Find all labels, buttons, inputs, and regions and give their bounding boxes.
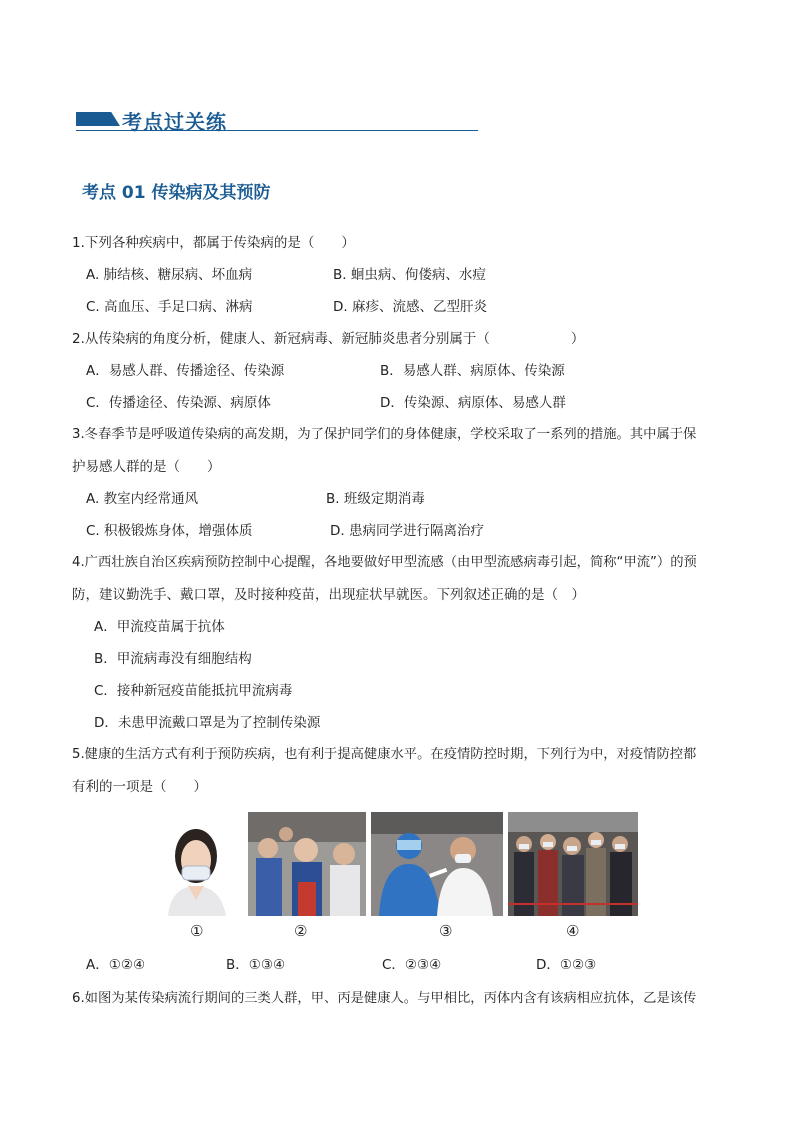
question-5-option-c: C．②③④ [382,957,442,973]
question-1-option-c: C. 高血压、手足口病、淋病 [86,299,253,315]
question-3-option-d: D. 患病同学进行隔离治疗 [330,523,484,539]
question-4-option-a: A．甲流疫苗属于抗体 [94,619,225,635]
question-3-stem-line-1: 3.冬春季节是呼吸道传染病的高发期，为了保护同学们的身体健康，学校采取了一系列的措施。其中属于保 [72,427,697,442]
question-4-option-c: C．接种新冠疫苗能抵抗甲流病毒 [94,683,293,699]
question-4-stem-line-2: 防，建议勤洗手、戴口罩，及时接种疫苗，出现症状早就医。下列叙述正确的是（ ） [72,587,585,603]
photo-1-woman-wearing-mask [158,812,236,916]
question-3-option-b: B. 班级定期消毒 [326,491,425,507]
question-2-option-c: C．传播途径、传染源、病原体 [86,395,271,411]
photo-4-label: ④ [566,922,580,940]
question-1-option-d: D. 麻疹、流感、乙型肝炎 [333,299,487,315]
question-2-option-d: D．传染源、病原体、易感人群 [380,395,566,411]
photo-2-label: ② [294,922,308,940]
question-5-stem-line-2: 有利的一项是（ ） [72,779,207,795]
question-3-option-c: C. 积极锻炼身体，增强体质 [86,523,253,539]
question-5-option-b: B．①③④ [226,957,286,973]
question-1-option-a: A. 肺结核、糖尿病、坏血病 [86,267,253,283]
question-5-option-d: D．①②③ [536,957,597,973]
section-heading-bar [76,112,120,126]
question-2-option-a: A．易感人群、传播途径、传染源 [86,363,285,379]
question-1-option-b: B. 蛔虫病、佝偻病、水痘 [333,267,486,283]
photo-1-label: ① [190,922,204,940]
question-4-option-b: B．甲流病毒没有细胞结构 [94,651,252,667]
question-4-option-d: D．未患甲流戴口罩是为了控制传染源 [94,715,321,731]
question-3-stem-line-2: 护易感人群的是（ ） [72,459,221,475]
question-2-option-b: B．易感人群、病原体、传染源 [380,363,565,379]
question-5-option-a: A．①②④ [86,957,146,973]
question-4-stem-line-1: 4.广西壮族自治区疾病预防控制中心提醒，各地要做好甲型流感（由甲型流感病毒引起，简称“甲流”）的预 [72,555,697,570]
question-2-stem: 2.从传染病的角度分析，健康人、新冠病毒、新冠肺炎患者分别属于（ ） [72,331,585,347]
topic-title: 考点 01 传染病及其预防 [82,183,271,203]
section-title: 考点过关练 [122,110,227,134]
photo-4-crowd-in-line [508,812,638,916]
question-5-stem-line-1: 5.健康的生活方式有利于预防疾病，也有利于提高健康水平。在疫情防控时期，下列行为中，对疫情防控都 [72,747,697,762]
question-1-stem: 1.下列各种疾病中，都属于传染病的是（ ） [72,235,355,251]
question-3-option-a: A. 教室内经常通风 [86,491,199,507]
photo-2-crowded-students [248,812,366,916]
section-divider [76,130,478,131]
photo-3-label: ③ [439,922,453,940]
photo-3-vaccination [371,812,503,916]
question-6-stem: 6.如图为某传染病流行期间的三类人群，甲、丙是健康人。与甲相比，丙体内含有该病相应抗体，乙是该传 [72,991,697,1006]
